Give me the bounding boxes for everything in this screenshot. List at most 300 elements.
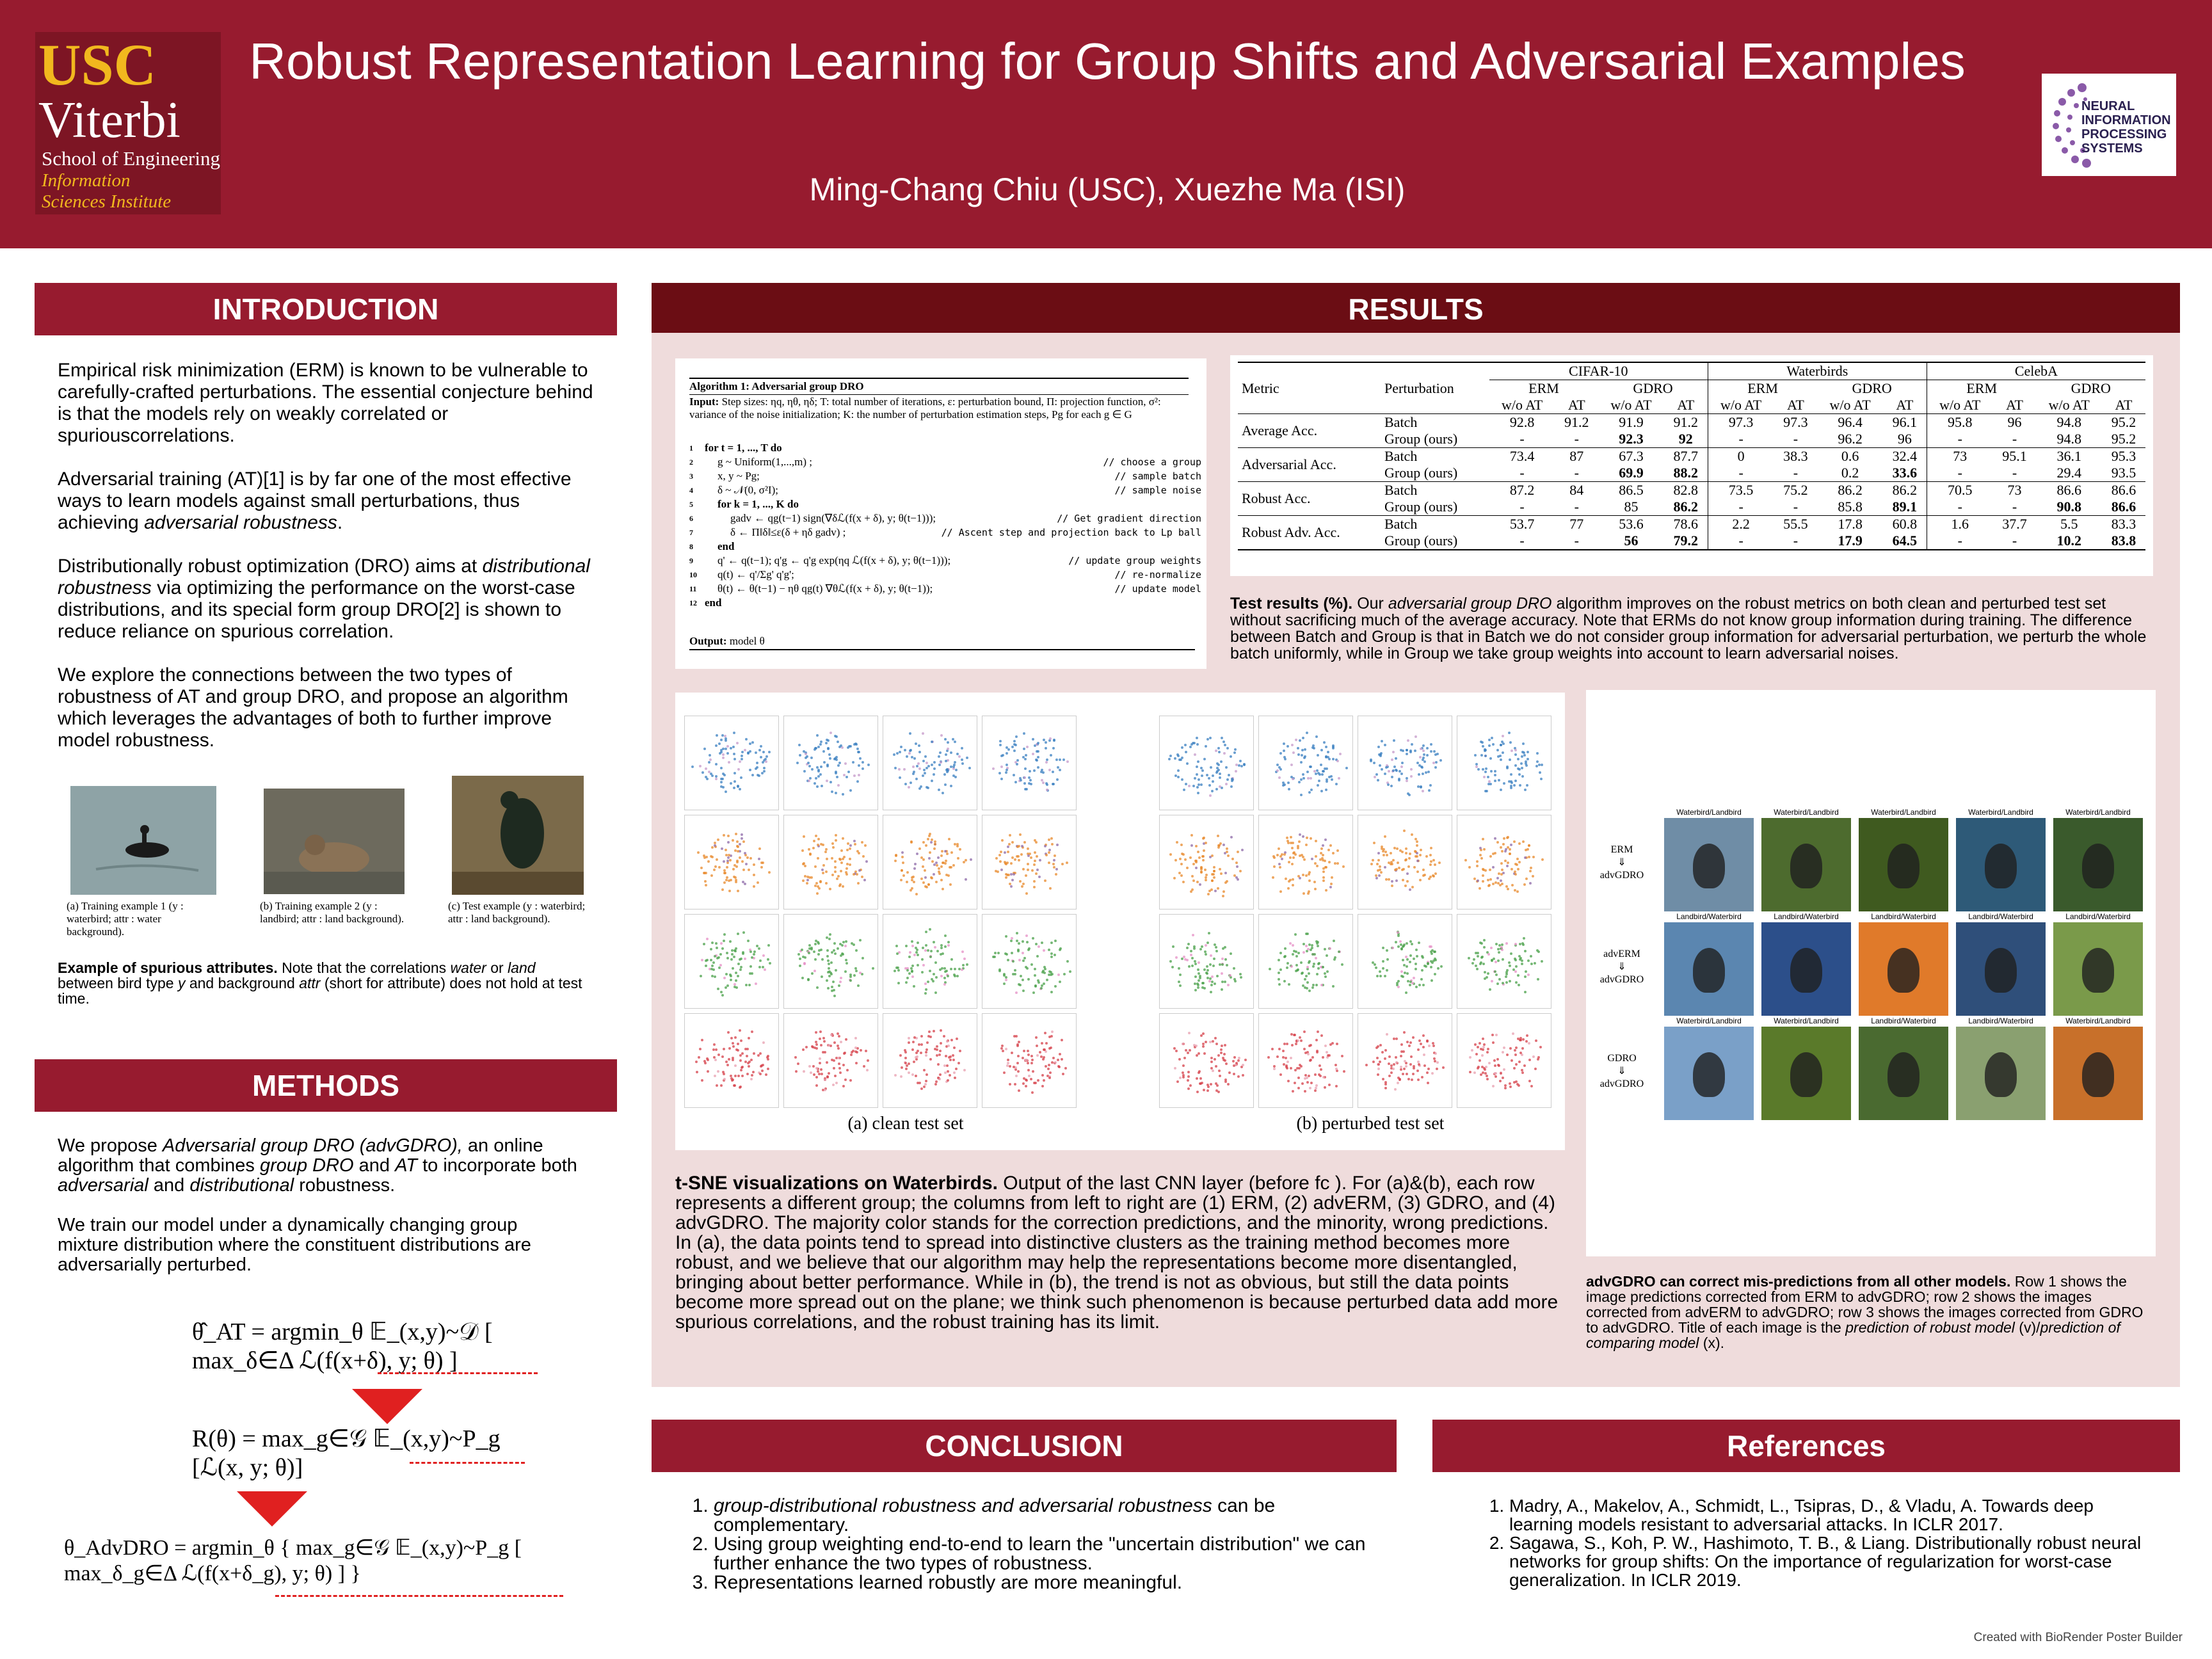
tsne-point (1407, 792, 1409, 795)
tsne-point (1208, 932, 1210, 934)
tsne-point (1511, 884, 1514, 886)
tsne-point (705, 856, 708, 858)
tsne-point (711, 846, 714, 849)
tsne-point (1422, 984, 1425, 986)
poster-title: Robust Representation Learning for Group Shifts and Adversarial Examples (249, 33, 1966, 90)
tsne-point (1431, 952, 1433, 955)
tsne-point (1059, 1053, 1061, 1055)
tsne-point (902, 874, 905, 877)
tsne-point (1057, 974, 1060, 976)
tsne-point (1187, 1071, 1190, 1073)
tsne-point (1384, 835, 1386, 838)
tsne-point (1198, 1052, 1200, 1055)
correction-image-title: Landbird/Waterbird (1968, 912, 2033, 921)
tsne-point (1186, 867, 1189, 869)
tsne-point (1004, 851, 1006, 854)
tsne-point (722, 1071, 725, 1073)
tsne-point (1501, 949, 1503, 951)
table-value-cell: 86.6 (2036, 482, 2101, 499)
tsne-point (1184, 858, 1187, 861)
bird-icon (1985, 844, 2017, 888)
tsne-point (836, 776, 838, 778)
tsne-point (726, 984, 729, 987)
tsne-point (1224, 744, 1226, 746)
tsne-point (1527, 758, 1529, 760)
tsne-point (828, 963, 830, 965)
tsne-point (733, 787, 735, 789)
tsne-point (720, 942, 723, 945)
tsne-point (942, 952, 944, 955)
tsne-point (825, 870, 828, 873)
tsne-point (710, 959, 712, 961)
tsne-point (734, 1036, 737, 1039)
tsne-point (915, 742, 917, 745)
tsne-point (1315, 1087, 1317, 1089)
tsne-point (855, 949, 858, 952)
tsne-point (1416, 762, 1419, 764)
table-value-cell: 91.2 (1664, 414, 1708, 431)
tsne-point (900, 746, 902, 748)
tsne-point (711, 774, 714, 777)
tsne-point (763, 767, 765, 769)
tsne-point (1505, 975, 1507, 978)
tsne-point (1014, 969, 1016, 972)
tsne-point (1212, 774, 1214, 777)
tsne-point (819, 1062, 821, 1064)
tsne-point (708, 771, 710, 773)
tsne-point (1322, 1076, 1325, 1078)
tsne-point (1175, 1050, 1178, 1052)
tsne-point (1382, 848, 1385, 851)
tsne-point (1393, 1063, 1395, 1066)
tsne-point (929, 851, 931, 854)
tsne-point (1271, 1048, 1274, 1050)
tsne-point (808, 944, 811, 947)
tsne-point (1286, 966, 1288, 969)
tsne-point (1213, 876, 1215, 879)
tsne-point (1187, 1052, 1189, 1054)
tsne-point (924, 869, 926, 872)
tsne-point (1308, 879, 1311, 882)
tsne-point (1423, 760, 1426, 763)
tsne-point (936, 1048, 938, 1051)
tsne-point (902, 862, 904, 864)
tsne-point (716, 734, 718, 737)
tsne-point (843, 856, 846, 858)
equation-advdro (64, 1535, 602, 1586)
tsne-point (858, 751, 860, 753)
tsne-point (1304, 1090, 1306, 1093)
tsne-panel (883, 1013, 977, 1108)
tsne-point (801, 949, 803, 951)
tsne-point (1215, 788, 1218, 790)
table-value-cell: 96 (1993, 414, 2037, 431)
tsne-point (894, 970, 896, 972)
tsne-point (1011, 879, 1014, 881)
tsne-point (1492, 743, 1495, 746)
tsne-point (726, 866, 728, 869)
tsne-point (1492, 883, 1495, 885)
tsne-point (1513, 1067, 1516, 1070)
tsne-point (835, 839, 837, 842)
tsne-point (1522, 742, 1525, 745)
tsne-point (1048, 1036, 1051, 1038)
algorithm-line (689, 540, 1201, 554)
tsne-point (1186, 947, 1189, 949)
intro-p3-text: Distributionally robust optimization (DRO) aims at (58, 556, 483, 577)
tsne-point (1302, 773, 1304, 776)
tsne-point (735, 979, 737, 982)
tsne-point (1175, 956, 1178, 959)
tsne-point (725, 973, 728, 975)
table-value-cell: 97.3 (1708, 414, 1774, 431)
tsne-panel (1258, 716, 1353, 810)
tsne-point (1432, 1045, 1435, 1047)
tsne-point (1009, 1065, 1011, 1068)
tsne-point (1434, 950, 1436, 953)
tsne-point (794, 1056, 797, 1059)
tsne-point (795, 1070, 797, 1073)
tsne-point (931, 780, 933, 782)
tsne-point (831, 986, 833, 988)
tsne-point (920, 1043, 923, 1046)
tsne-point (926, 1041, 929, 1044)
tsne-point (903, 768, 906, 771)
tsne-point (926, 1048, 928, 1051)
tsne-point (1192, 934, 1194, 936)
table-value-cell: 75.2 (1774, 482, 1817, 499)
tsne-point (1016, 846, 1019, 848)
tsne-point (1422, 869, 1425, 871)
tsne-point (1050, 754, 1052, 757)
tsne-point (728, 890, 731, 892)
tsne-point (1025, 788, 1028, 790)
tsne-point (1477, 768, 1480, 771)
tsne-point (897, 969, 900, 972)
tsne-point (1308, 972, 1310, 975)
tsne-point (1373, 762, 1375, 764)
tsne-point (821, 785, 823, 787)
tsne-point (1062, 758, 1065, 761)
tsne-point (735, 881, 737, 883)
tsne-point (1198, 856, 1201, 859)
tsne-point (1320, 1034, 1323, 1037)
tsne-point (1030, 856, 1032, 859)
tsne-point (1541, 960, 1543, 963)
tsne-point (901, 856, 904, 858)
tsne-point (1199, 1077, 1202, 1080)
tsne-point (1488, 1062, 1491, 1064)
tsne-point (737, 933, 739, 935)
logo-school-text: School of Engineering (42, 147, 220, 170)
tsne-point (806, 879, 809, 881)
eq2-underline (410, 1462, 525, 1464)
tsne-point (1416, 870, 1419, 873)
tsne-point (1301, 1082, 1304, 1085)
tsne-point (896, 952, 899, 955)
tsne-point (1210, 954, 1212, 957)
tsne-point (1493, 1059, 1496, 1062)
tsne-point (813, 950, 815, 953)
table-sub-header: AT (1993, 397, 2037, 414)
tsne-point (1194, 975, 1197, 978)
tsne-point (739, 1029, 741, 1032)
tsne-point (1495, 974, 1498, 976)
tsne-point (1023, 782, 1026, 785)
tsne-point (799, 965, 801, 967)
tsne-point (808, 1065, 811, 1068)
tsne-point (1468, 957, 1470, 959)
tsne-point (1372, 1061, 1375, 1063)
tsne-point (1323, 741, 1326, 744)
intro-paragraph-3 (58, 556, 602, 643)
tsne-point (1226, 851, 1228, 853)
test-bird-icon (452, 776, 584, 895)
tsne-point (718, 966, 721, 969)
tsne-point (732, 967, 734, 970)
tsne-point (727, 835, 730, 837)
tsne-point (908, 956, 911, 958)
tsne-point (1036, 955, 1039, 958)
tsne-point (1409, 940, 1412, 943)
tsne-point (730, 1075, 732, 1077)
tsne-point (1209, 737, 1212, 739)
tsne-point (1224, 958, 1227, 961)
tsne-point (1301, 749, 1304, 751)
tsne-point (1476, 968, 1479, 970)
tsne-point (1066, 960, 1069, 963)
tsne-point (818, 949, 821, 952)
equation-at-text: θ̂_AT = argmin_θ 𝔼_(x,y)~𝒟 [ max_δ∈Δ ℒ(f(x+δ), y; θ) ] (192, 1318, 493, 1374)
tsne-point (852, 761, 854, 764)
tsne-point (838, 984, 840, 987)
tsne-point (856, 780, 859, 783)
tsne-point (1209, 963, 1212, 966)
tsne-point (1026, 746, 1029, 748)
eq1-underline (378, 1372, 538, 1374)
tsne-point (1295, 964, 1298, 966)
tsne-point (1339, 753, 1342, 755)
tsne-point (733, 1084, 736, 1087)
tsne-point (1384, 851, 1387, 853)
tsne-point (826, 979, 828, 982)
tsne-point (912, 773, 915, 775)
tsne-point (1370, 760, 1372, 762)
tsne-point (720, 991, 723, 993)
table-value-cell: - (2012, 533, 2017, 549)
tsne-point (1312, 984, 1315, 986)
tsne-point (915, 951, 918, 954)
tsne-point (1023, 748, 1025, 750)
tsne-point (1514, 753, 1517, 756)
tsne-point (1035, 943, 1038, 945)
tsne-point (736, 861, 739, 863)
table-row (1238, 414, 2145, 431)
tsne-point (735, 865, 738, 868)
tsne-point (1296, 1067, 1299, 1070)
tsne-point (1220, 1048, 1222, 1051)
tsne-point (847, 842, 849, 845)
table-sub-header: w/o AT (2036, 397, 2101, 414)
table-value-cell: 94.8 (2036, 414, 2101, 431)
tsne-point (706, 1057, 709, 1060)
tsne-point (805, 1046, 808, 1048)
tsne-point (1218, 844, 1221, 847)
tsne-point (1214, 1037, 1217, 1039)
tsne-point (840, 870, 842, 872)
tsne-point (1193, 742, 1196, 744)
tsne-point (1502, 751, 1504, 754)
algorithm-line-comment: // sample batch (1114, 470, 1201, 482)
tsne-point (829, 933, 831, 936)
tsne-point (1300, 961, 1302, 964)
tsne-point (1061, 1058, 1063, 1061)
tsne-point (1297, 1077, 1300, 1079)
tsne-point (1220, 872, 1222, 875)
tsne-point (943, 983, 946, 986)
tsne-point (811, 972, 813, 975)
tsne-point (736, 840, 739, 843)
tsne-point (1201, 945, 1203, 948)
tsne-point (1489, 878, 1492, 881)
tsne-point (1048, 1077, 1051, 1079)
tsne-point (828, 975, 831, 977)
tsne-point (765, 1073, 767, 1076)
tsne-point (1035, 872, 1038, 875)
tsne-point (846, 1069, 849, 1071)
tsne-point (1015, 1035, 1018, 1038)
tsne-point (1295, 739, 1297, 741)
tsne-point (1315, 984, 1318, 986)
tsne-point (936, 950, 939, 952)
tsne-point (1219, 963, 1221, 966)
tsne-point (751, 972, 753, 975)
correction-row-label (1590, 844, 1654, 882)
tsne-point (1379, 1044, 1382, 1046)
tsne-point (1332, 985, 1334, 988)
tsne-point (947, 975, 949, 977)
tsne-point (946, 1040, 949, 1043)
tsne-point (1184, 744, 1187, 746)
tsne-point (1278, 972, 1280, 974)
tsne-point (1523, 1064, 1526, 1067)
algorithm-line-code: end (705, 597, 722, 609)
tsne-point (1007, 748, 1010, 751)
tsne-point (1400, 765, 1403, 768)
tsne-point (1486, 1051, 1489, 1054)
tsne-point (922, 881, 925, 884)
correction-image-title: Waterbird/Landbird (1774, 1016, 1839, 1025)
tsne-point (1215, 749, 1217, 752)
tsne-point (1216, 1084, 1219, 1087)
tsne-point (947, 944, 950, 947)
tsne-point (961, 950, 964, 953)
tsne-point (728, 761, 730, 764)
tsne-point (1024, 767, 1027, 770)
tsne-point (1197, 792, 1199, 794)
tsne-point (828, 1072, 830, 1075)
tsne-point (865, 1050, 867, 1052)
tsne-point (1027, 1062, 1029, 1064)
tsne-point (1221, 963, 1224, 966)
tsne-point (1400, 773, 1403, 775)
conclusion-item-1-text: can be complementary. (714, 1495, 1276, 1535)
tsne-point (1278, 1048, 1281, 1050)
tsne-point (1219, 868, 1221, 870)
tsne-point (1302, 951, 1305, 954)
tsne-point (1190, 954, 1192, 956)
tsne-panel (1159, 914, 1254, 1009)
tsne-point (1003, 973, 1006, 975)
tsne-point (834, 1075, 837, 1077)
tsne-point (1483, 776, 1486, 778)
tsne-point (1041, 942, 1043, 944)
tsne-point (1471, 1049, 1473, 1052)
table-value-cell: 83.3 (2102, 516, 2145, 533)
tsne-point (741, 860, 744, 863)
tsne-point (1318, 1064, 1321, 1067)
tsne-point (926, 762, 928, 764)
tsne-point (741, 755, 743, 757)
conclusion-list (688, 1496, 1405, 1592)
tsne-point (712, 961, 715, 964)
tsne-point (846, 867, 848, 870)
tsne-point (1014, 1083, 1016, 1086)
tsne-point (1195, 1045, 1198, 1047)
tsne-point (1310, 789, 1313, 791)
tsne-point (1295, 955, 1298, 958)
tsne-point (701, 1039, 703, 1041)
tsne-point (929, 970, 931, 972)
tsne-point (822, 750, 825, 753)
tsne-point (1429, 945, 1431, 948)
tsne-point (1509, 980, 1511, 982)
tsne-point (1221, 1045, 1223, 1047)
tsne-point (909, 732, 911, 735)
tsne-point (1210, 1083, 1212, 1086)
tsne-point (949, 883, 952, 886)
tsne-point (750, 1059, 753, 1061)
conclusion-item-2: 2. Using group weighting end-to-end to learn the "uncertain distribution" we can further enhance the two types of robustness. (714, 1535, 1405, 1573)
tsne-point (822, 1051, 824, 1054)
tsne-point (835, 771, 837, 773)
tsne-point (1055, 758, 1058, 761)
tsne-point (745, 984, 748, 986)
tsne-point (904, 967, 907, 970)
tsne-point (1190, 743, 1193, 746)
tsne-point (1233, 1056, 1236, 1059)
table-value-cell: 92.3 (1619, 431, 1644, 447)
tsne-point (1039, 859, 1041, 862)
table-perturbation-cell: Group (ours) (1384, 465, 1458, 481)
tsne-point (1289, 856, 1292, 859)
tsne-point (1486, 790, 1488, 792)
tsne-point (1025, 1079, 1028, 1082)
tsne-point (1473, 958, 1475, 961)
tsne-point (737, 963, 740, 965)
tsne-point (947, 741, 949, 744)
tsne-point (1243, 763, 1246, 765)
tsne-point (1283, 853, 1286, 856)
tsne-point (1316, 865, 1318, 867)
tsne-point (912, 765, 915, 768)
tsne-point (1492, 1041, 1495, 1044)
tsne-point (713, 869, 716, 871)
tsne-point (863, 1065, 865, 1068)
tsne-point (1402, 945, 1404, 948)
tsne-point (842, 941, 845, 943)
tsne-point (709, 754, 711, 757)
